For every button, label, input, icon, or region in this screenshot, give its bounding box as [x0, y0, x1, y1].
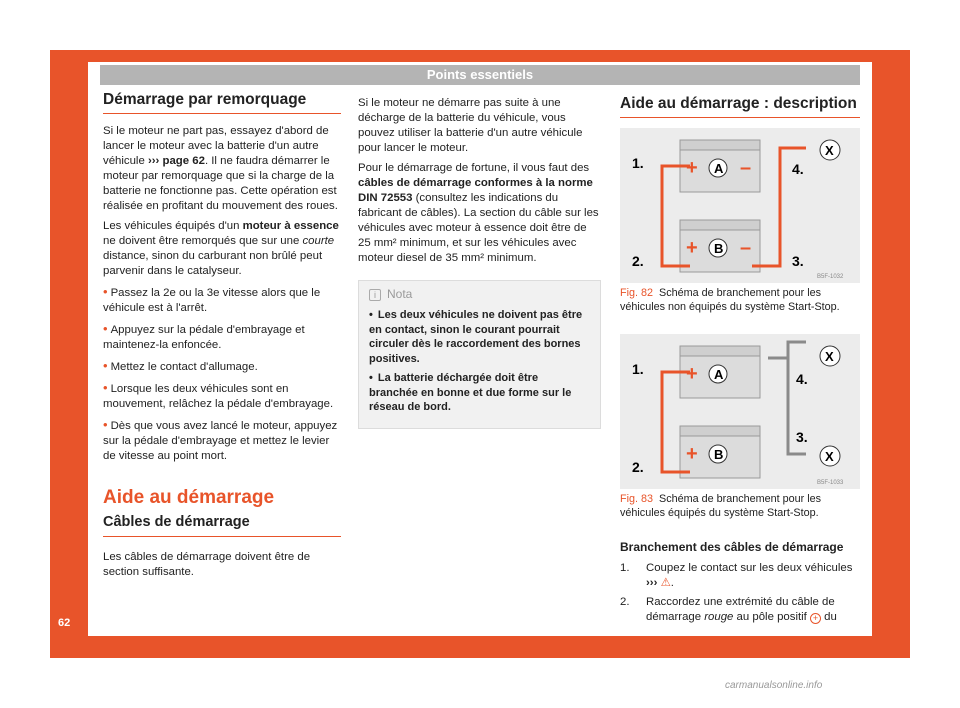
section-header: Points essentiels — [100, 65, 860, 85]
warning-reference-link[interactable]: ››› — [646, 577, 658, 589]
figure-82-diagram — [620, 128, 860, 283]
heading-tow-start: Démarrage par remorquage — [103, 92, 341, 114]
svg-text:B5F-1032: B5F-1032 — [817, 274, 844, 280]
tow-step-bullet: • Appuyez sur la pédale d'embrayage et maintenez-la enfoncée. — [103, 321, 305, 351]
column-left — [103, 92, 341, 585]
battery-label-a: A — [714, 161, 724, 176]
bullet-icon: • — [103, 380, 108, 395]
heading-jump-description: Aide au démarrage : description — [620, 96, 860, 118]
info-icon: i — [369, 289, 381, 301]
heading-jump-start: Aide au démarrage — [103, 487, 275, 508]
step-2: 2. Raccordez une extrémité du câble de démarrage rouge au pôle positif + du — [620, 596, 837, 623]
bullet-icon: • — [103, 358, 108, 373]
paragraph-cable-norm: Pour le démarrage de fortune, il vous faut des câbles de démarrage conformes à la norme DIN 72553 (consultez les indications du fabricant de câbles). La section du câble sur les véhicules avec moteur à essence doit être de 25 mm² minimum, et sur les véhicules avec moteur diesel de 35 mm² minimum. — [358, 162, 599, 264]
note-title: i Nota — [369, 287, 590, 302]
svg-text:3.: 3. — [792, 253, 804, 269]
svg-text:+: + — [686, 363, 698, 385]
bullet-icon: • — [369, 372, 376, 384]
page-reference-link[interactable]: ››› page 62 — [147, 155, 205, 167]
minus-sign-b: – — [740, 237, 752, 259]
bullet-icon: • — [103, 321, 108, 336]
watermark: carmanualsonline.info — [725, 680, 823, 691]
tow-step-bullet: • Mettez le contact d'allumage. — [103, 358, 258, 373]
svg-text:3.: 3. — [796, 429, 808, 445]
positive-terminal-icon: + — [810, 613, 821, 624]
steps-heading: Branchement des câbles de démarrage — [620, 540, 844, 554]
figure-83-caption: Fig. 83 Schéma de branchement pour les véhicules équipés du système Start-Stop. — [620, 493, 822, 519]
warning-icon: ⚠ — [660, 577, 671, 589]
tow-steps-list — [103, 284, 341, 464]
battery-label-b: B — [714, 241, 724, 256]
svg-text:B5F-1033: B5F-1033 — [817, 480, 844, 486]
note-box — [358, 280, 601, 429]
wiring-diagram-start-stop — [620, 334, 860, 489]
paragraph-cable-section: Les câbles de démarrage doivent être de section suffisante. — [103, 551, 311, 578]
figure-83-diagram — [620, 334, 860, 489]
ground-label-x: X — [825, 143, 834, 158]
step-1: 1. Coupez le contact sur les deux véhicules ››› ⚠. — [620, 562, 853, 589]
tow-step-bullet: • Dès que vous avez lancé le moteur, appuyez sur la pédale d'embrayage et mettez le levier de vitesse au point mort. — [103, 417, 338, 462]
tow-step-bullet: • Lorsque les deux véhicules sont en mouvement, relâchez la pédale d'embrayage. — [103, 380, 334, 410]
column-middle — [358, 96, 601, 429]
plus-sign-b: + — [686, 237, 698, 259]
svg-text:4.: 4. — [796, 371, 808, 387]
svg-text:1.: 1. — [632, 155, 644, 171]
connection-steps — [620, 561, 860, 625]
svg-text:2.: 2. — [632, 459, 644, 475]
tow-step-bullet: • Passez la 2e ou la 3e vitesse alors que le véhicule est à l'arrêt. — [103, 284, 321, 314]
paragraph-tow-intro: Si le moteur ne part pas, essayez d'abord de lancer le moteur avec la batterie d'un autre véhicule ››› page 62. Il ne faudra démarrer le moteur par remorquage que si la charge de la batterie ne fonctionne pas. Cette opération est réalisée en profitant du mouvement des roues. — [103, 125, 338, 212]
paragraph-jump-intro: Si le moteur ne démarre pas suite à une décharge de la batterie du véhicule, vous pouvez utiliser la batterie d'un autre véhicule pour lancer le moteur. — [358, 97, 583, 154]
figure-82-caption: Fig. 82 Schéma de branchement pour les véhicules non équipés du système Start-Stop. — [620, 287, 840, 313]
svg-text:4.: 4. — [792, 161, 804, 177]
bullet-icon: • — [103, 417, 108, 432]
heading-jumper-cables: Câbles de démarrage — [103, 515, 341, 537]
wiring-diagram-non-start-stop — [620, 128, 860, 283]
paragraph-petrol: Les véhicules équipés d'un moteur à essence ne doivent être remorqués que sur une courte distance, sinon du carburant non brûlé peut parvenir dans le catalyseur. — [103, 220, 339, 277]
svg-text:+: + — [686, 443, 698, 465]
bullet-icon: • — [103, 284, 108, 299]
note-list — [369, 308, 590, 415]
svg-text:A: A — [714, 367, 724, 382]
note-item: • Les deux véhicules ne doivent pas être en contact, sinon le courant pourrait circuler dès le raccordement des bornes positives. — [369, 309, 583, 365]
bullet-icon: • — [369, 309, 376, 321]
svg-text:2.: 2. — [632, 253, 644, 269]
minus-sign-a: – — [740, 157, 752, 179]
svg-text:1.: 1. — [632, 361, 644, 377]
page-number: 62 — [58, 617, 71, 629]
svg-text:X: X — [825, 349, 834, 364]
note-item: • La batterie déchargée doit être branchée en bonne et due forme sur le réseau de bord. — [369, 372, 572, 413]
plus-sign-a: + — [686, 157, 698, 179]
column-right — [620, 96, 860, 629]
svg-text:B: B — [714, 447, 724, 462]
svg-text:X: X — [825, 449, 834, 464]
